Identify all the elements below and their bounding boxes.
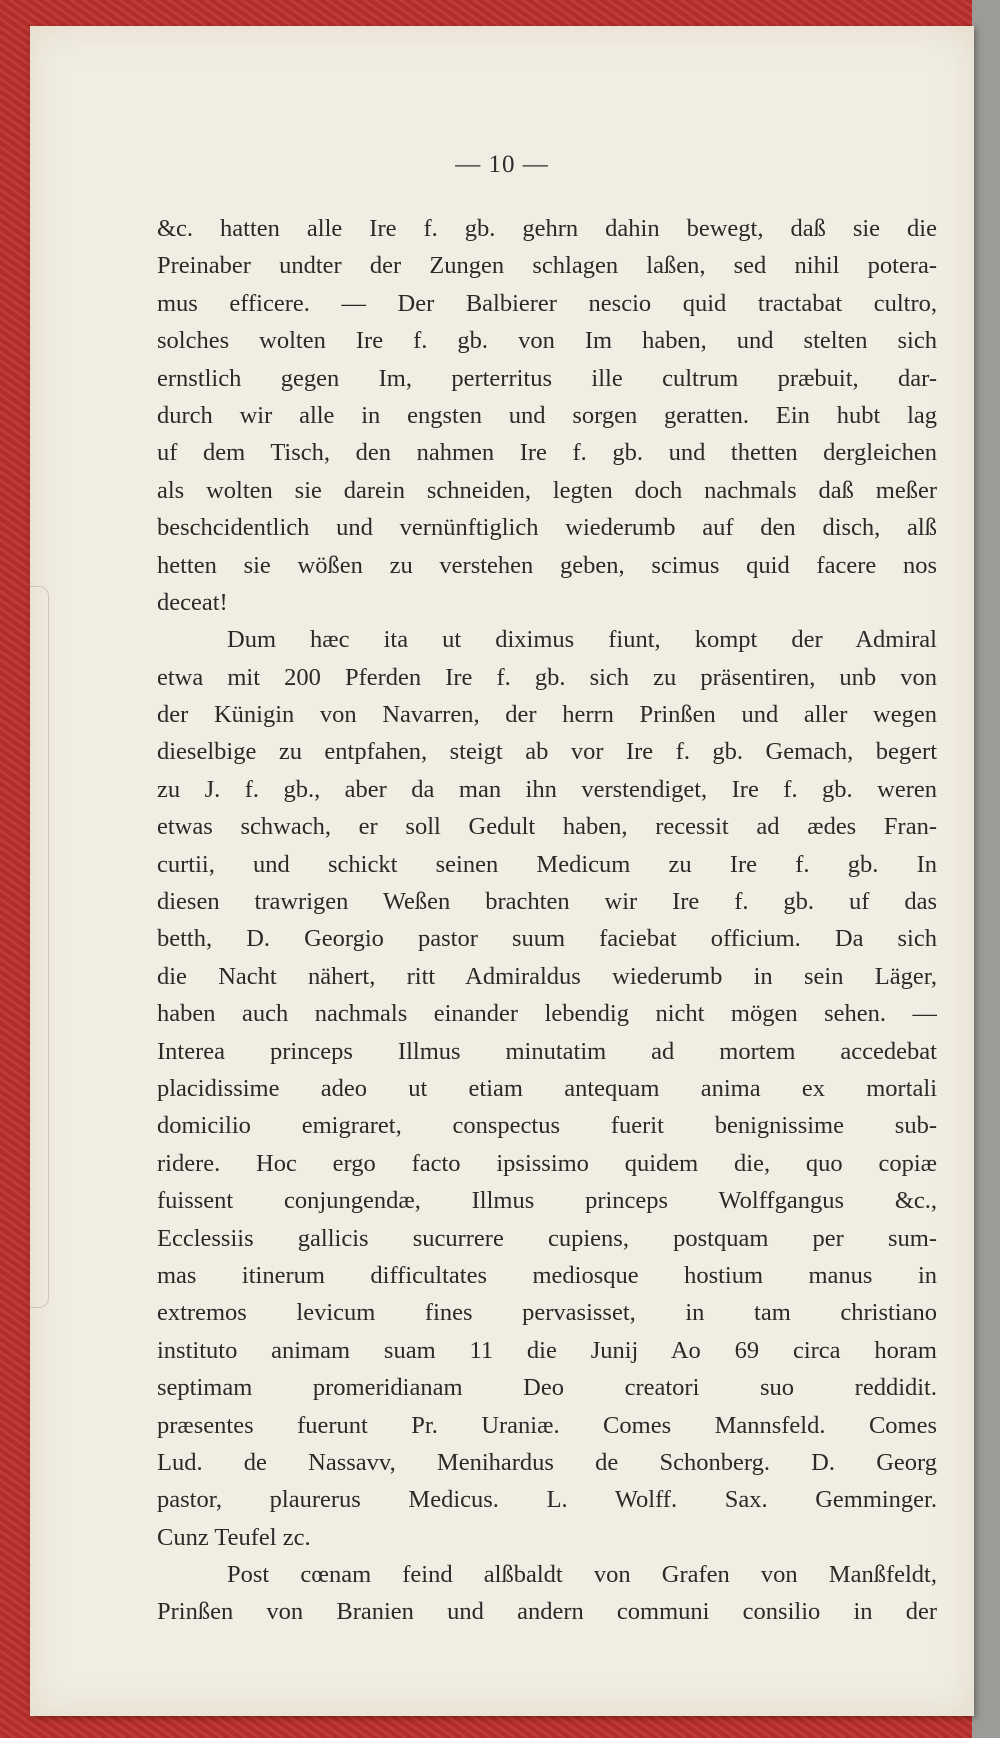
text-line: mas itinerum difficultates mediosque hostium manus in — [157, 1261, 937, 1289]
text-line: extremos levicum fines pervasisset, in tam christiano — [157, 1299, 937, 1327]
text-line: beschcidentlich und vernünftiglich wiederumb auf den disch, alß — [157, 514, 937, 542]
text-line: præsentes fuerunt Pr. Uraniæ. Comes Mannsfeld. Comes — [157, 1411, 937, 1439]
text-line: Dum hæc ita ut diximus fiunt, kompt der Admiral — [227, 626, 937, 654]
text-line: placidissime adeo ut etiam antequam anima ex mortali — [157, 1074, 937, 1102]
book-page — [30, 26, 974, 1716]
body-text — [157, 210, 937, 1631]
text-line: Ecclessiis gallicis sucurrere cupiens, postquam per sum- — [157, 1224, 937, 1252]
text-line: etwas schwach, er soll Gedult haben, recessit ad ædes Fran- — [157, 813, 937, 841]
page-fold-mark — [30, 586, 49, 1308]
text-line: deceat! — [157, 588, 228, 616]
text-line: zu J. f. gb., aber da man ihn verstendiget, Ire f. gb. weren — [157, 775, 937, 803]
text-line: pastor, plaurerus Medicus. L. Wolff. Sax. Gemminger. — [157, 1486, 937, 1514]
text-line: betth, D. Georgio pastor suum faciebat officium. Da sich — [157, 925, 937, 953]
text-line: Prinßen von Branien und andern communi consilio in der — [157, 1598, 937, 1626]
text-line: Cunz Teufel zc. — [157, 1523, 311, 1551]
text-line: mus efficere. — Der Balbierer nescio quid tractabat cultro, — [157, 289, 937, 317]
text-line: Preinaber undter der Zungen schlagen laßen, sed nihil potera- — [157, 252, 937, 280]
text-line: diesen trawrigen Weßen brachten wir Ire f. gb. uf das — [157, 888, 937, 916]
text-line: solches wolten Ire f. gb. von Im haben, und stelten sich — [157, 327, 937, 355]
text-line: durch wir alle in engsten und sorgen geratten. Ein hubt lag — [157, 401, 937, 429]
text-line: domicilio emigraret, conspectus fuerit benignissime sub- — [157, 1112, 937, 1140]
text-line: curtii, und schickt seinen Medicum zu Ire f. gb. In — [157, 850, 937, 878]
text-line: uf dem Tisch, den nahmen Ire f. gb. und thetten dergleichen — [157, 439, 937, 467]
text-line: der Künigin von Navarren, der herrn Prinßen und aller wegen — [157, 701, 937, 729]
text-line: die Nacht nähert, ritt Admiraldus wiederumb in sein Läger, — [157, 962, 937, 990]
text-line: ridere. Hoc ergo facto ipsissimo quidem die, quo copiæ — [157, 1149, 937, 1177]
text-line: etwa mit 200 Pferden Ire f. gb. sich zu präsentiren, unb von — [157, 663, 937, 691]
text-line: Post cœnam feind alßbaldt von Grafen von Manßfeldt, — [227, 1561, 937, 1589]
text-line: &c. hatten alle Ire f. gb. gehrn dahin bewegt, daß sie die — [157, 215, 937, 242]
book-spine-edge — [972, 0, 1000, 1738]
text-line: als wolten sie darein schneiden, legten doch nachmals daß meßer — [157, 476, 937, 504]
text-line: Lud. de Nassavv, Menihardus de Schonberg. D. Georg — [157, 1448, 937, 1476]
text-line: hetten sie wößen zu verstehen geben, scimus quid facere nos — [157, 551, 937, 579]
text-line: haben auch nachmals einander lebendig nicht mögen sehen. — — [157, 1000, 937, 1028]
text-line: Interea princeps Illmus minutatim ad mortem accedebat — [157, 1037, 937, 1065]
text-line: fuissent conjungendæ, Illmus princeps Wolffgangus &c., — [157, 1187, 937, 1215]
text-line: septimam promeridianam Deo creatori suo reddidit. — [157, 1374, 937, 1402]
text-line: dieselbige zu entpfahen, steigt ab vor Ire f. gb. Gemach, begert — [157, 738, 937, 766]
page-number-header: — 10 — — [455, 151, 549, 178]
text-line: ernstlich gegen Im, perterritus ille cultrum præbuit, dar- — [157, 364, 937, 392]
text-line: instituto animam suam 11 die Junij Ao 69 circa horam — [157, 1336, 937, 1364]
